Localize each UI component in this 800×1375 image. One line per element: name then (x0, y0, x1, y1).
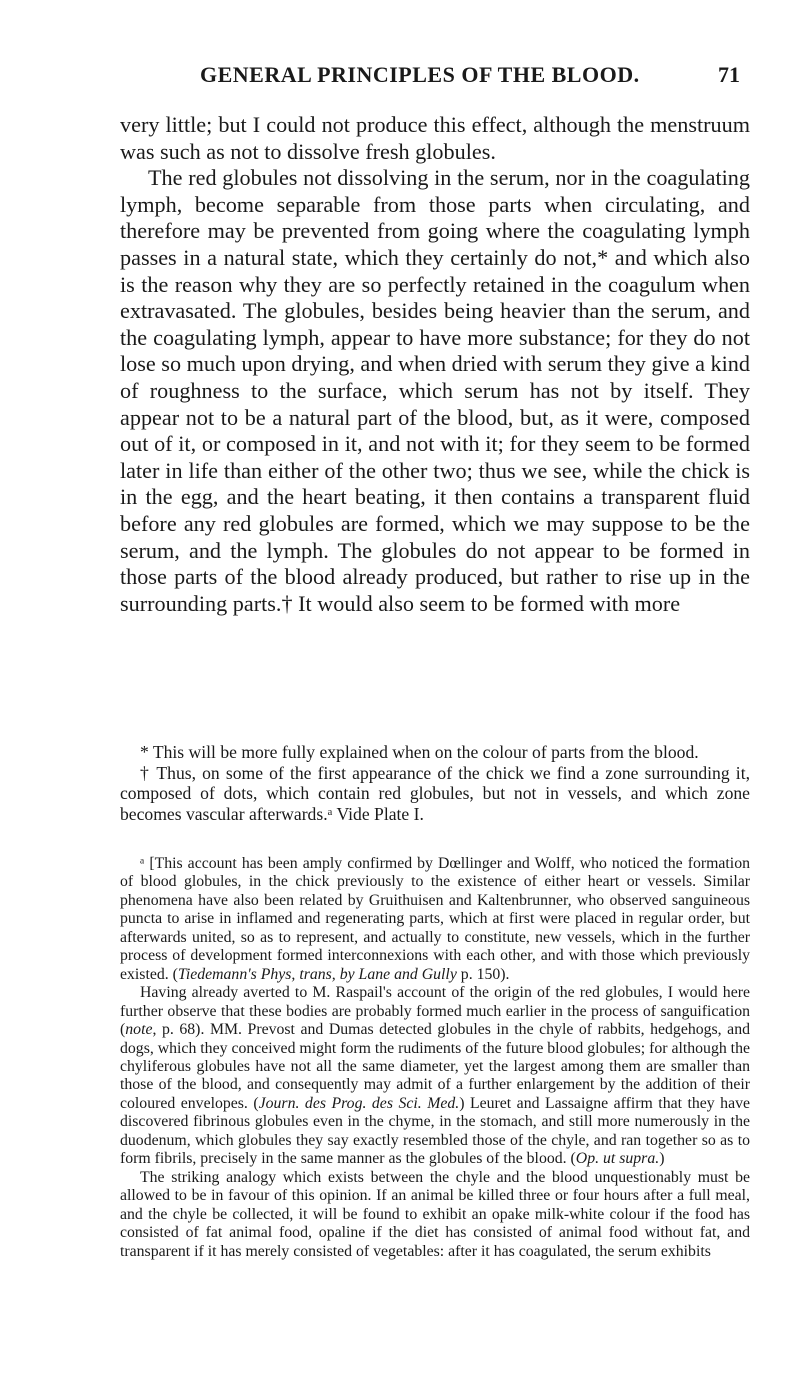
note-text: ) Leuret and Lassaigne affirm that they have discovered fibrinous globules even in the chyme, in the stomach, and still more numerously in the duodenum, which globules they say exactly resembled those of the chyle, and ran together so as to form fibrils, precisely in the same manner as the globules of the blood. ( (120, 1094, 750, 1168)
note-text: ) (659, 1150, 665, 1168)
note-text: ᵃ [This account has been amply confirmed by Dœllinger and Wolff, who noticed the formation of blood globules, in the chick previously to the existence of either heart or vessels. Similar phenomena have also been related by Gruithuisen and Kaltenbrunner, who observed sanguineous puncta to arise in inflamed and regenerating parts, which at first were placed in regular order, but afterwards united, so as to represent, and actually to constitute, new vessels, which in the further process of development formed interconnexions with each other, and with those which previously existed. ( (120, 855, 750, 983)
main-text (120, 112, 750, 617)
editor-note (120, 855, 750, 1261)
note-text: , p. 68). MM. Prevost and Dumas detected globules in the chyle of rabbits, hedgehogs, and dogs, which they conceived might form the rudiments of the future blood globules; for although the chyliferous globules have not all the same diameter, yet the largest among them are smaller than those of the blood, and consequently may admit of a further enlargement by the addition of their coloured envelopes. ( (120, 1021, 750, 1112)
page-header (0, 62, 740, 92)
editor-note-paragraph-3: The striking analogy which exists between the chyle and the blood unquestionably must be allowed to be in favour of this opinion. If an animal be killed three or four hours after a full meal, and the chyle be collected, it will be found to exhibit an opake milk-white colour if the food has consisted of fat animal food, opaline if the diet has consisted of animal food without fat, and transparent if it has merely consisted of vegetables: after it has coagulated, the serum exhibits (120, 1168, 750, 1260)
note-text: Having already averted to M. Raspail's account of the origin of the red globules, I would here further observe that these bodies are probably formed much earlier in the process of sanguification ( (120, 984, 750, 1039)
editor-note-paragraph-1 (120, 855, 750, 984)
editor-note-paragraph-2 (120, 984, 750, 1169)
citation: note (125, 1021, 153, 1039)
footnote-dagger: † Thus, on some of the first appearance of the chick we find a zone surrounding it, composed of dots, which contain red globules, but not in vessels, and which zone becomes vascular afterwards.ᵃ Vide Plate I. (120, 762, 750, 824)
citation: Tiedemann's Phys, trans, by Lane and Gully (177, 965, 457, 983)
citation: Op. ut supra. (575, 1150, 660, 1168)
footnotes (120, 742, 750, 824)
note-text: p. 150). (456, 965, 510, 983)
footnote-star: * This will be more fully explained when on the colour of parts from the blood. (140, 742, 699, 762)
paragraph-continued: very little; but I could not produce this effect, although the menstruum was such as not to dissolve fresh globules. (120, 112, 750, 164)
citation: Journ. des Prog. des Sci. Med. (258, 1094, 460, 1112)
paragraph-red-globules: The red globules not dissolving in the serum, nor in the coagulating lymph, become separable from those parts when circulating, and therefore may be prevented from going where the coagulating lymph passes in a natural state, which they certainly do not,* and which also is the reason why they are so perfectly retained in the coagulum when extravasated. The globules, besides being heavier than the serum, and the coagulating lymph, appear to have more substance; for they do not lose so much upon drying, and when dried with serum they give a kind of roughness to the surface, which serum has not by itself. They appear not to be a natural part of the blood, but, as it were, composed out of it, or composed in it, and not with it; for they seem to be formed later in life than either of the other two; thus we see, while the chick is in the egg, and the heart beating, it then contains a transparent fluid before any red globules are formed, which we may suppose to be the serum, and the lymph. The globules do not appear to be formed in those parts of the blood already produced, but rather to rise up in the surrounding parts.† It would also seem to be formed with more (120, 165, 750, 616)
page-number: 71 (718, 62, 740, 87)
running-title: GENERAL PRINCIPLES OF THE BLOOD. (200, 62, 640, 87)
